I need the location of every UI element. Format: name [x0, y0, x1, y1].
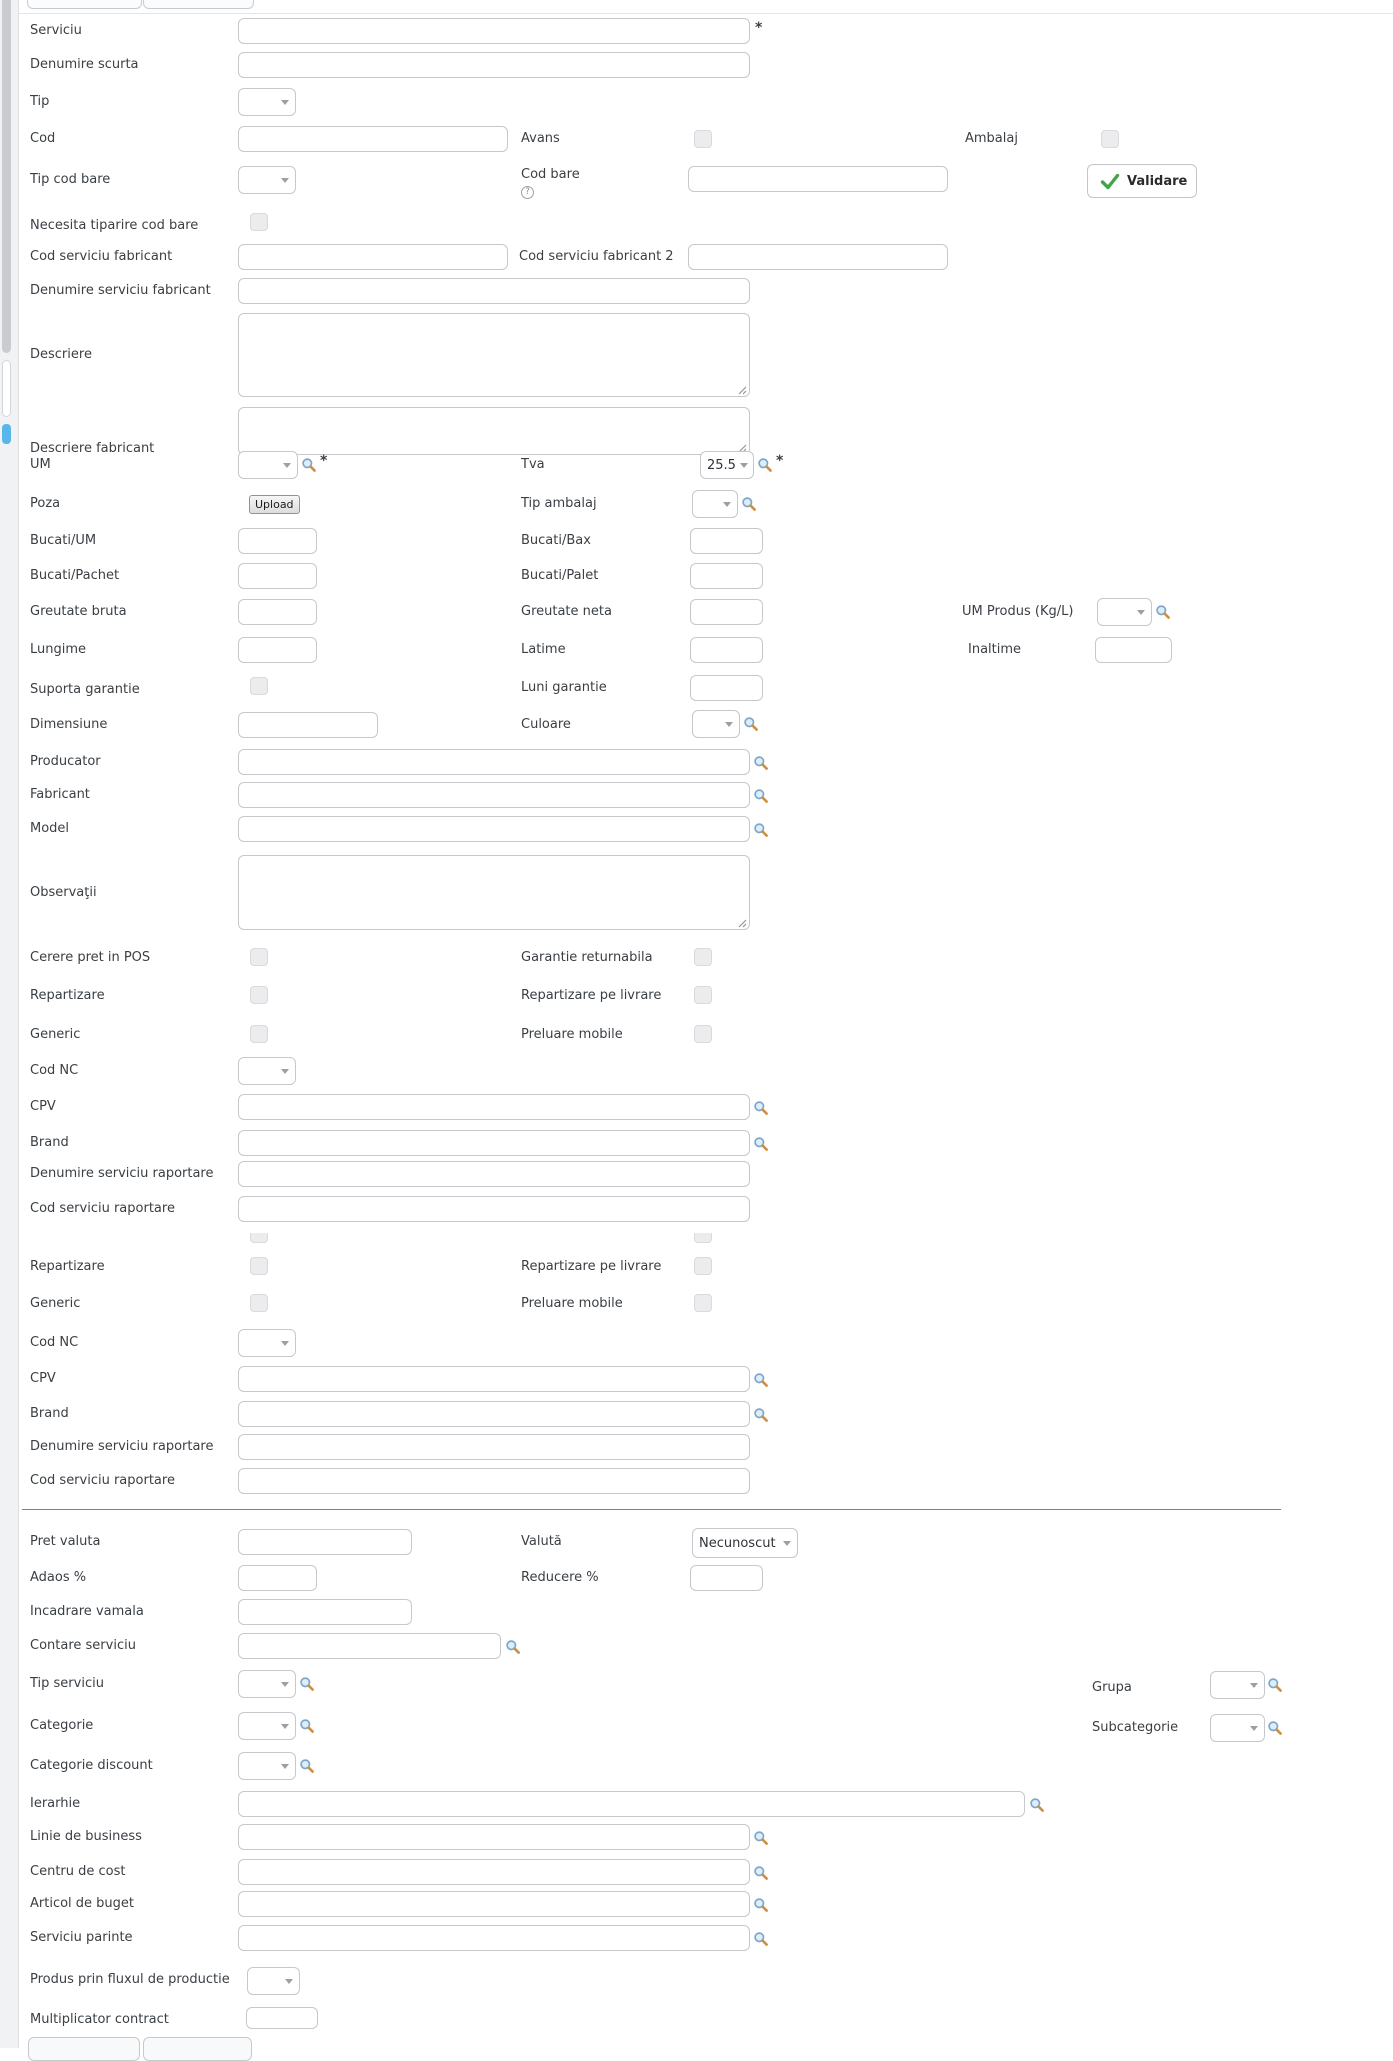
cod-nc-select[interactable]: [238, 1057, 296, 1085]
bucati-palet-input[interactable]: [690, 563, 763, 589]
collapsed-panel-bar[interactable]: [2, 0, 11, 353]
adaos-input[interactable]: [238, 1565, 317, 1591]
cod-serviciu-raportare-input[interactable]: [238, 1196, 750, 1222]
field-label-articol-de-buget: Articol de buget: [30, 1896, 135, 1911]
cut-off-button-1[interactable]: [28, 2037, 140, 2061]
field-label-repartizare-pe-livrare-2: Repartizare pe livrare: [521, 1259, 662, 1274]
field-label-bucati-palet: Bucati/Palet: [521, 568, 599, 583]
suporta-garantie-checkbox[interactable]: [250, 677, 268, 695]
field-label-cod-serviciu-raportare: Cod serviciu raportare: [30, 1201, 175, 1216]
fabricant-input[interactable]: [238, 782, 750, 808]
chevron-down-icon: [283, 463, 291, 468]
field-label-descriere-fabricant: Descriere fabricant: [30, 441, 155, 456]
denumire-serviciu-raportare-input[interactable]: [238, 1161, 750, 1187]
field-label-denumire-scurta: Denumire scurta: [30, 57, 139, 72]
producator-input[interactable]: [238, 749, 750, 775]
preluare-mobile-2-checkbox[interactable]: [694, 1294, 712, 1312]
pret-valuta-input[interactable]: [238, 1529, 412, 1555]
chevron-down-icon: [281, 1341, 289, 1346]
greutate-neta-input[interactable]: [690, 599, 763, 625]
lookup-magnifier-icon[interactable]: [753, 755, 769, 771]
cod-serviciu-fabricant-2-input[interactable]: [688, 244, 948, 270]
chevron-down-icon: [723, 502, 731, 507]
preluare-mobile-checkbox[interactable]: [694, 1025, 712, 1043]
observatii-textarea[interactable]: [238, 855, 750, 930]
field-label-cod-nc-2: Cod NC: [30, 1335, 79, 1350]
serviciu-parinte-input[interactable]: [238, 1925, 750, 1951]
repartizare-checkbox[interactable]: [250, 986, 268, 1004]
field-label-greutate-bruta: Greutate bruta: [30, 604, 127, 619]
lookup-magnifier-icon[interactable]: [1267, 1677, 1283, 1693]
field-label-bucati-um: Bucati/UM: [30, 533, 97, 548]
cut-off-tab-1[interactable]: [27, 0, 142, 9]
categorie-discount-select[interactable]: [238, 1752, 296, 1780]
upload-button[interactable]: Upload: [249, 495, 300, 514]
field-label-model: Model: [30, 821, 70, 836]
field-label-inaltime: Inaltime: [968, 642, 1022, 657]
field-label-categorie-discount: Categorie discount: [30, 1758, 153, 1773]
culoare-select[interactable]: [692, 710, 740, 738]
field-label-cod-bare: Cod bare: [521, 167, 580, 182]
chevron-down-icon: [783, 1541, 791, 1546]
lookup-magnifier-icon[interactable]: [753, 788, 769, 804]
lookup-magnifier-icon[interactable]: [757, 457, 773, 473]
cpv-2-input[interactable]: [238, 1366, 750, 1392]
descriere-fabricant-textarea[interactable]: [238, 407, 750, 455]
model-input[interactable]: [238, 816, 750, 842]
field-label-fabricant: Fabricant: [30, 787, 90, 802]
repartizare-pe-livrare-2-checkbox[interactable]: [694, 1257, 712, 1275]
generic-2-checkbox[interactable]: [250, 1294, 268, 1312]
field-label-tip: Tip: [30, 94, 50, 109]
left-rail: [0, 0, 18, 2048]
field-label-tip-serviciu: Tip serviciu: [30, 1676, 104, 1691]
field-label-um: UM: [30, 457, 51, 472]
field-label-brand-2: Brand: [30, 1406, 69, 1421]
chevron-down-icon: [1250, 1726, 1258, 1731]
lookup-magnifier-icon[interactable]: [1155, 604, 1171, 620]
centru-de-cost-input[interactable]: [238, 1859, 750, 1885]
repartizare-2-checkbox[interactable]: [250, 1257, 268, 1275]
brand-2-input[interactable]: [238, 1401, 750, 1427]
lookup-magnifier-icon[interactable]: [299, 1676, 315, 1692]
required-asterisk: *: [320, 453, 328, 469]
lookup-magnifier-icon[interactable]: [753, 1830, 769, 1846]
toolbar-divider: [19, 13, 1393, 14]
required-asterisk: *: [755, 20, 763, 36]
validare-button[interactable]: [1087, 164, 1197, 198]
field-label-repartizare-2: Repartizare: [30, 1259, 105, 1274]
um-produs-select[interactable]: [1097, 598, 1152, 626]
bucati-pachet-input[interactable]: [238, 563, 317, 589]
luni-garantie-input[interactable]: [690, 675, 763, 701]
field-label-cod-nc: Cod NC: [30, 1063, 79, 1078]
button-label: Validare: [1127, 173, 1188, 189]
field-label-valuta: Valută: [521, 1534, 562, 1549]
tip-cod-bare-select[interactable]: [238, 166, 296, 194]
tip-serviciu-select[interactable]: [238, 1670, 296, 1698]
cod-serviciu-fabricant-input[interactable]: [238, 244, 508, 270]
generic-checkbox[interactable]: [250, 1025, 268, 1043]
cut-off-button-2[interactable]: [143, 2037, 252, 2061]
field-label-repartizare-pe-livrare: Repartizare pe livrare: [521, 988, 662, 1003]
denumire-scurta-input[interactable]: [238, 52, 750, 78]
valuta-select-value: Necunoscut: [699, 1535, 776, 1551]
articol-de-buget-input[interactable]: [238, 1891, 750, 1917]
grupa-select[interactable]: [1210, 1671, 1265, 1699]
field-label-contare-serviciu: Contare serviciu: [30, 1638, 136, 1653]
repartizare-pe-livrare-checkbox[interactable]: [694, 986, 712, 1004]
ierarhie-input[interactable]: [238, 1791, 1025, 1817]
panel-expand-handle[interactable]: [2, 424, 11, 444]
contare-serviciu-input[interactable]: [238, 1633, 501, 1659]
categorie-select[interactable]: [238, 1712, 296, 1740]
chevron-down-icon: [281, 178, 289, 183]
chevron-down-icon: [1250, 1683, 1258, 1688]
dimensiune-input[interactable]: [238, 712, 378, 738]
field-label-descriere: Descriere: [30, 347, 92, 362]
reducere-input[interactable]: [690, 1565, 763, 1591]
field-label-culoare: Culoare: [521, 717, 571, 732]
field-label-serviciu-parinte: Serviciu parinte: [30, 1930, 133, 1945]
field-label-cpv: CPV: [30, 1099, 56, 1114]
latime-input[interactable]: [690, 637, 763, 663]
field-label-dimensiune: Dimensiune: [30, 717, 108, 732]
linie-de-business-input[interactable]: [238, 1824, 750, 1850]
field-label-centru-de-cost: Centru de cost: [30, 1864, 126, 1879]
field-label-reducere: Reducere %: [521, 1570, 599, 1585]
multiplicator-contract-input[interactable]: [246, 2007, 318, 2029]
collapsed-panel-segment[interactable]: [2, 360, 11, 417]
field-label-denumire-serviciu-raportare-2: Denumire serviciu raportare: [30, 1439, 214, 1454]
lookup-magnifier-icon[interactable]: [1267, 1720, 1283, 1736]
lookup-magnifier-icon[interactable]: [753, 1136, 769, 1152]
clipped-checkbox[interactable]: [250, 1233, 268, 1243]
field-label-grupa: Grupa: [1092, 1680, 1132, 1695]
field-label-greutate-neta: Greutate neta: [521, 604, 612, 619]
field-label-ambalaj: Ambalaj: [965, 131, 1018, 146]
help-icon[interactable]: ?: [521, 186, 534, 199]
cpv-input[interactable]: [238, 1094, 750, 1120]
field-label-linie-de-business: Linie de business: [30, 1829, 142, 1844]
lookup-magnifier-icon[interactable]: [753, 1931, 769, 1947]
field-label-cod-serviciu-raportare-2: Cod serviciu raportare: [30, 1473, 175, 1488]
field-label-subcategorie: Subcategorie: [1092, 1720, 1179, 1735]
field-label-lungime: Lungime: [30, 642, 87, 657]
field-label-multiplicator-contract: Multiplicator contract: [30, 2012, 169, 2027]
cod-serviciu-raportare-2-input[interactable]: [238, 1468, 750, 1494]
chevron-down-icon: [725, 722, 733, 727]
lookup-magnifier-icon[interactable]: [741, 496, 757, 512]
field-label-incadrare-vamala: Incadrare vamala: [30, 1604, 144, 1619]
field-label-preluare-mobile: Preluare mobile: [521, 1027, 623, 1042]
field-label-bucati-bax: Bucati/Bax: [521, 533, 591, 548]
chevron-down-icon: [1137, 610, 1145, 615]
necesita-tiparire-cod-bare-checkbox[interactable]: [250, 213, 268, 231]
subcategorie-select[interactable]: [1210, 1714, 1265, 1742]
avans-checkbox[interactable]: [694, 130, 712, 148]
chevron-down-icon: [281, 100, 289, 105]
clipped-checkbox[interactable]: [694, 1233, 712, 1243]
field-label-poza: Poza: [30, 496, 61, 511]
lookup-magnifier-icon[interactable]: [301, 457, 317, 473]
lookup-magnifier-icon[interactable]: [753, 1372, 769, 1388]
content-left-border: [18, 0, 19, 2048]
field-label-necesita-tiparire-cod-bare: Necesita tiparire cod bare: [30, 218, 199, 233]
chevron-down-icon: [285, 1979, 293, 1984]
denumire-serviciu-fabricant-input[interactable]: [238, 278, 750, 304]
lookup-magnifier-icon[interactable]: [753, 1407, 769, 1423]
denumire-serviciu-raportare-2-input[interactable]: [238, 1434, 750, 1460]
garantie-returnabila-checkbox[interactable]: [694, 948, 712, 966]
inaltime-input[interactable]: [1095, 637, 1172, 663]
field-label-generic: Generic: [30, 1027, 81, 1042]
field-label-denumire-serviciu-fabricant: Denumire serviciu fabricant: [30, 283, 211, 298]
greutate-bruta-input[interactable]: [238, 599, 317, 625]
field-label-generic-2: Generic: [30, 1296, 81, 1311]
field-label-luni-garantie: Luni garantie: [521, 680, 607, 695]
field-label-tva: Tva: [521, 457, 545, 472]
lookup-magnifier-icon[interactable]: [299, 1718, 315, 1734]
lungime-input[interactable]: [238, 637, 317, 663]
field-label-tip-cod-bare: Tip cod bare: [30, 172, 111, 187]
cut-off-tab-2[interactable]: [143, 0, 254, 9]
field-label-cod-serviciu-fabricant: Cod serviciu fabricant: [30, 249, 173, 264]
field-label-cpv-2: CPV: [30, 1371, 56, 1386]
check-icon: [1100, 173, 1120, 190]
tva-select-value: 25.5: [707, 457, 736, 473]
lookup-magnifier-icon[interactable]: [299, 1758, 315, 1774]
chevron-down-icon: [281, 1764, 289, 1769]
valuta-select[interactable]: [692, 1528, 798, 1558]
field-label-preluare-mobile-2: Preluare mobile: [521, 1296, 623, 1311]
cod-bare-input[interactable]: [688, 166, 948, 192]
lookup-magnifier-icon[interactable]: [753, 1865, 769, 1881]
field-label-adaos: Adaos %: [30, 1570, 87, 1585]
resize-grip-icon[interactable]: [737, 917, 747, 927]
field-label-cod: Cod: [30, 131, 56, 146]
field-label-bucati-pachet: Bucati/Pachet: [30, 568, 120, 583]
brand-input[interactable]: [238, 1130, 750, 1156]
chevron-down-icon: [281, 1069, 289, 1074]
field-label-serviciu: Serviciu: [30, 23, 82, 38]
cerere-pret-in-pos-checkbox[interactable]: [250, 948, 268, 966]
serviciu-input[interactable]: [238, 18, 750, 44]
field-label-suporta-garantie: Suporta garantie: [30, 682, 140, 697]
incadrare-vamala-input[interactable]: [238, 1599, 412, 1625]
field-label-observatii: Observaţii: [30, 885, 97, 900]
tip-select[interactable]: [238, 88, 296, 116]
field-label-producator: Producator: [30, 754, 101, 769]
field-label-pret-valuta: Pret valuta: [30, 1534, 101, 1549]
field-label-categorie: Categorie: [30, 1718, 94, 1733]
cod-nc-2-select[interactable]: [238, 1329, 296, 1357]
lookup-magnifier-icon[interactable]: [753, 1100, 769, 1116]
bucati-um-input[interactable]: [238, 528, 317, 554]
field-label-brand: Brand: [30, 1135, 69, 1150]
field-label-ierarhie: Ierarhie: [30, 1796, 81, 1811]
field-label-garantie-returnabila: Garantie returnabila: [521, 950, 653, 965]
um-select[interactable]: [238, 451, 298, 479]
field-label-avans: Avans: [521, 131, 560, 146]
cod-input[interactable]: [238, 126, 508, 152]
required-asterisk: *: [776, 453, 784, 469]
lookup-magnifier-icon[interactable]: [753, 1897, 769, 1913]
lookup-magnifier-icon[interactable]: [505, 1639, 521, 1655]
tva-select[interactable]: [700, 451, 754, 479]
section-divider: [22, 1509, 1281, 1510]
lookup-magnifier-icon[interactable]: [743, 716, 759, 732]
lookup-magnifier-icon[interactable]: [753, 822, 769, 838]
lookup-magnifier-icon[interactable]: [1029, 1797, 1045, 1813]
field-label-tip-ambalaj: Tip ambalaj: [521, 496, 597, 511]
tip-ambalaj-select[interactable]: [692, 490, 738, 518]
field-label-cod-serviciu-fabricant-2: Cod serviciu fabricant 2: [519, 249, 674, 264]
field-label-latime: Latime: [521, 642, 566, 657]
field-label-denumire-serviciu-raportare: Denumire serviciu raportare: [30, 1166, 214, 1181]
field-label-repartizare: Repartizare: [30, 988, 105, 1003]
produs-flux-productie-select[interactable]: [247, 1967, 300, 1995]
resize-grip-icon[interactable]: [737, 384, 747, 394]
chevron-down-icon: [281, 1682, 289, 1687]
field-label-cerere-pret-in-pos: Cerere pret in POS: [30, 950, 151, 965]
descriere-textarea[interactable]: [238, 313, 750, 397]
field-label-um-produs: UM Produs (Kg/L): [962, 604, 1074, 619]
field-label-produs-flux-productie: Produs prin fluxul de productie: [30, 1972, 230, 1987]
ambalaj-checkbox[interactable]: [1101, 130, 1119, 148]
chevron-down-icon: [281, 1724, 289, 1729]
chevron-down-icon: [740, 463, 748, 468]
bucati-bax-input[interactable]: [690, 528, 763, 554]
